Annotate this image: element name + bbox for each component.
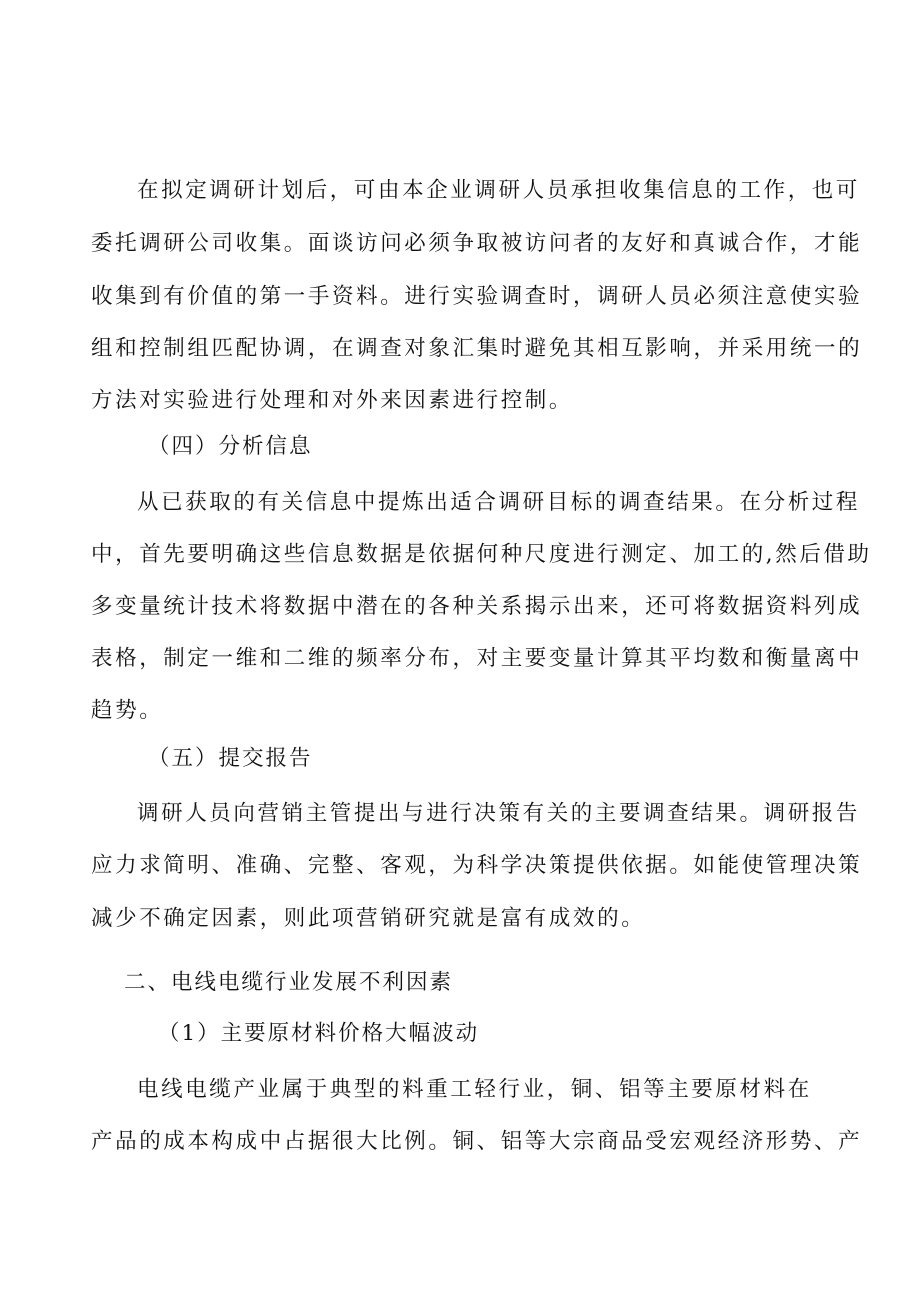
- paragraph-1-line-5: 方法对实验进行处理和对外来因素进行控制。: [91, 388, 574, 413]
- paragraph-1-line-1: 在拟定调研计划后，可由本企业调研人员承担收集信息的工作，也可: [137, 178, 861, 203]
- paragraph-2-line-2: 中，首先要明确这些信息数据是依据何种尺度进行测定、加工的,然后借助: [91, 542, 872, 567]
- paragraph-3-line-1: 调研人员向营销主管提出与进行决策有关的主要调查结果。调研报告: [137, 801, 861, 826]
- paragraph-3-line-2: 应力求简明、准确、完整、客观，为科学决策提供依据。如能使管理决策: [91, 853, 863, 878]
- paragraph-2-line-1: 从已获取的有关信息中提炼出适合调研目标的调查结果。在分析过程: [137, 490, 861, 515]
- paragraph-2-line-3: 多变量统计技术将数据中潜在的各种关系揭示出来，还可将数据资料列成: [91, 594, 863, 619]
- paragraph-2-line-5: 趋势。: [91, 698, 164, 723]
- paragraph-1-line-3: 收集到有价值的第一手资料。进行实验调查时，调研人员必须注意使实验: [91, 284, 863, 309]
- paragraph-4-line-2: 产品的成本构成中占据很大比例。铜、铝等大宗商品受宏观经济形势、产: [91, 1129, 863, 1154]
- paragraph-4-line-1: 电线电缆产业属于典型的料重工轻行业，铜、铝等主要原材料在: [137, 1077, 812, 1102]
- section-2-title: 二、电线电缆行业发展不利因素: [124, 970, 454, 995]
- heading-4-analyze-info: （四）分析信息: [148, 434, 313, 459]
- subheading-1-raw-material-price: （1）主要原材料价格大幅波动: [158, 1021, 480, 1046]
- paragraph-1-line-2: 委托调研公司收集。面谈访问必须争取被访问者的友好和真诚合作，才能: [91, 231, 863, 256]
- heading-5-submit-report: （五）提交报告: [148, 746, 313, 771]
- paragraph-3-line-3: 减少不确定因素，则此项营销研究就是富有成效的。: [91, 906, 646, 931]
- paragraph-2-line-4: 表格，制定一维和二维的频率分布，对主要变量计算其平均数和衡量离中: [91, 646, 863, 671]
- paragraph-1-line-4: 组和控制组匹配协调，在调查对象汇集时避免其相互影响，并采用统一的: [91, 336, 863, 361]
